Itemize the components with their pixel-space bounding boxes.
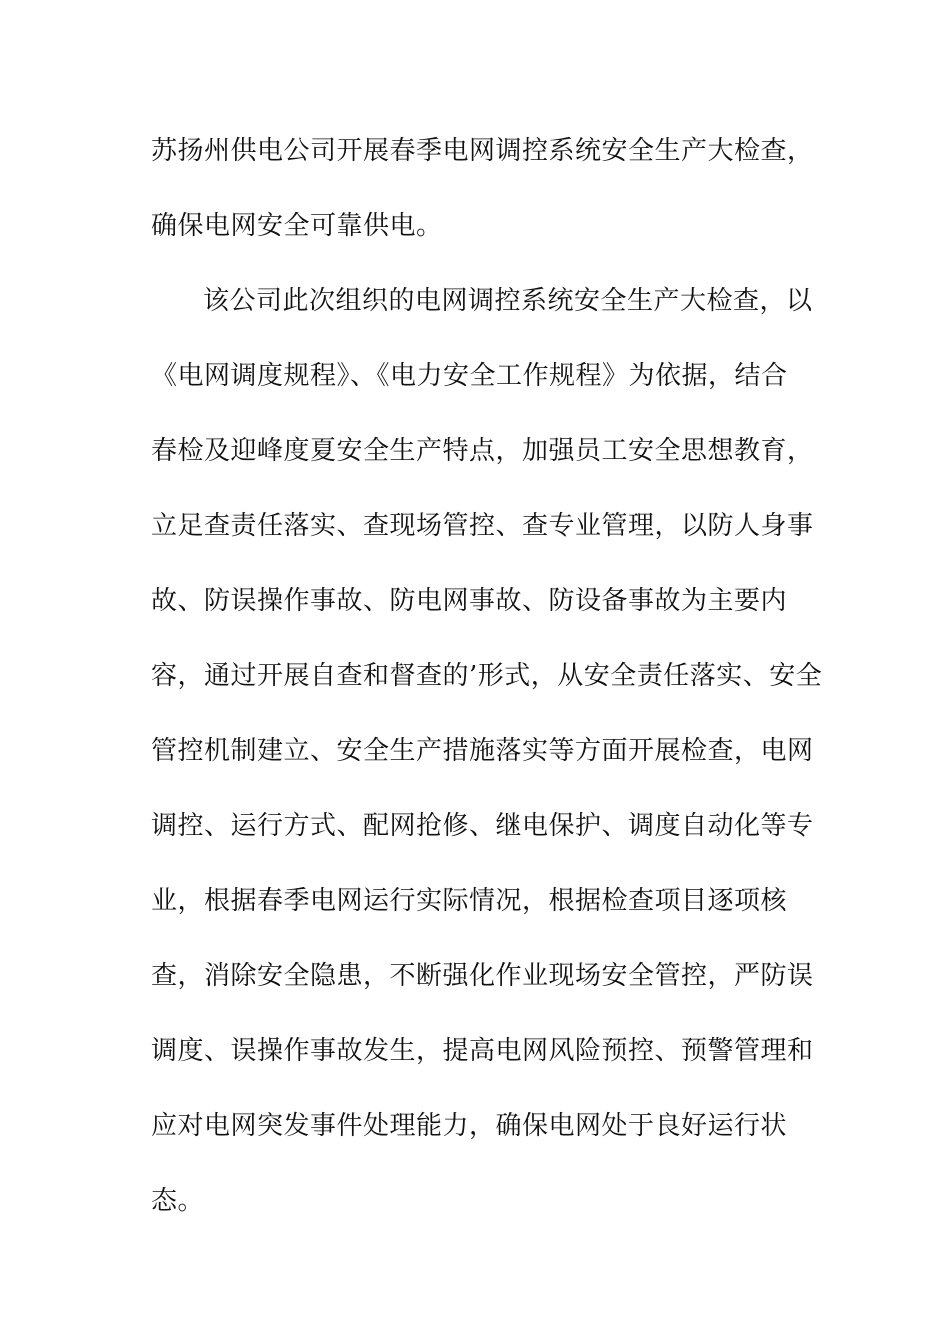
text-line: 容，通过开展自查和督查的’形式，从安全责任落实、安全 (151, 661, 823, 691)
text-line: 态。 (151, 1186, 205, 1216)
paragraph-first-line: 该公司此次组织的电网调控系统安全生产大检查，以 (203, 286, 813, 316)
text-line: 春检及迎峰度夏安全生产特点，加强员工安全思想教育， (151, 436, 814, 466)
text-line: 应对电网突发事件处理能力，确保电网处于良好运行状 (151, 1111, 788, 1141)
text-line: 立足查责任落实、查现场管控、查专业管理，以防人身事 (151, 511, 814, 541)
text-line: 确保电网安全可靠供电。 (151, 211, 443, 241)
text-line: 调度、误操作事故发生，提高电网风险预控、预警管理和 (151, 1036, 814, 1066)
text-line: 故、防误操作事故、防电网事故、防设备事故为主要内 (151, 586, 788, 616)
text-line: 查，消除安全隐患，不断强化作业现场安全管控，严防误 (151, 961, 814, 991)
text-line: 苏扬州供电公司开展春季电网调控系统安全生产大检查， (151, 136, 814, 166)
text-line: 《电网调度规程》、《电力安全工作规程》为依据，结合 (151, 361, 788, 391)
text-line: 业，根据春季电网运行实际情况，根据检查项目逐项核 (151, 886, 788, 916)
text-line: 管控机制建立、安全生产措施落实等方面开展检查，电网 (151, 736, 814, 766)
text-line: 调控、运行方式、配网抢修、继电保护、调度自动化等专 (151, 811, 814, 841)
